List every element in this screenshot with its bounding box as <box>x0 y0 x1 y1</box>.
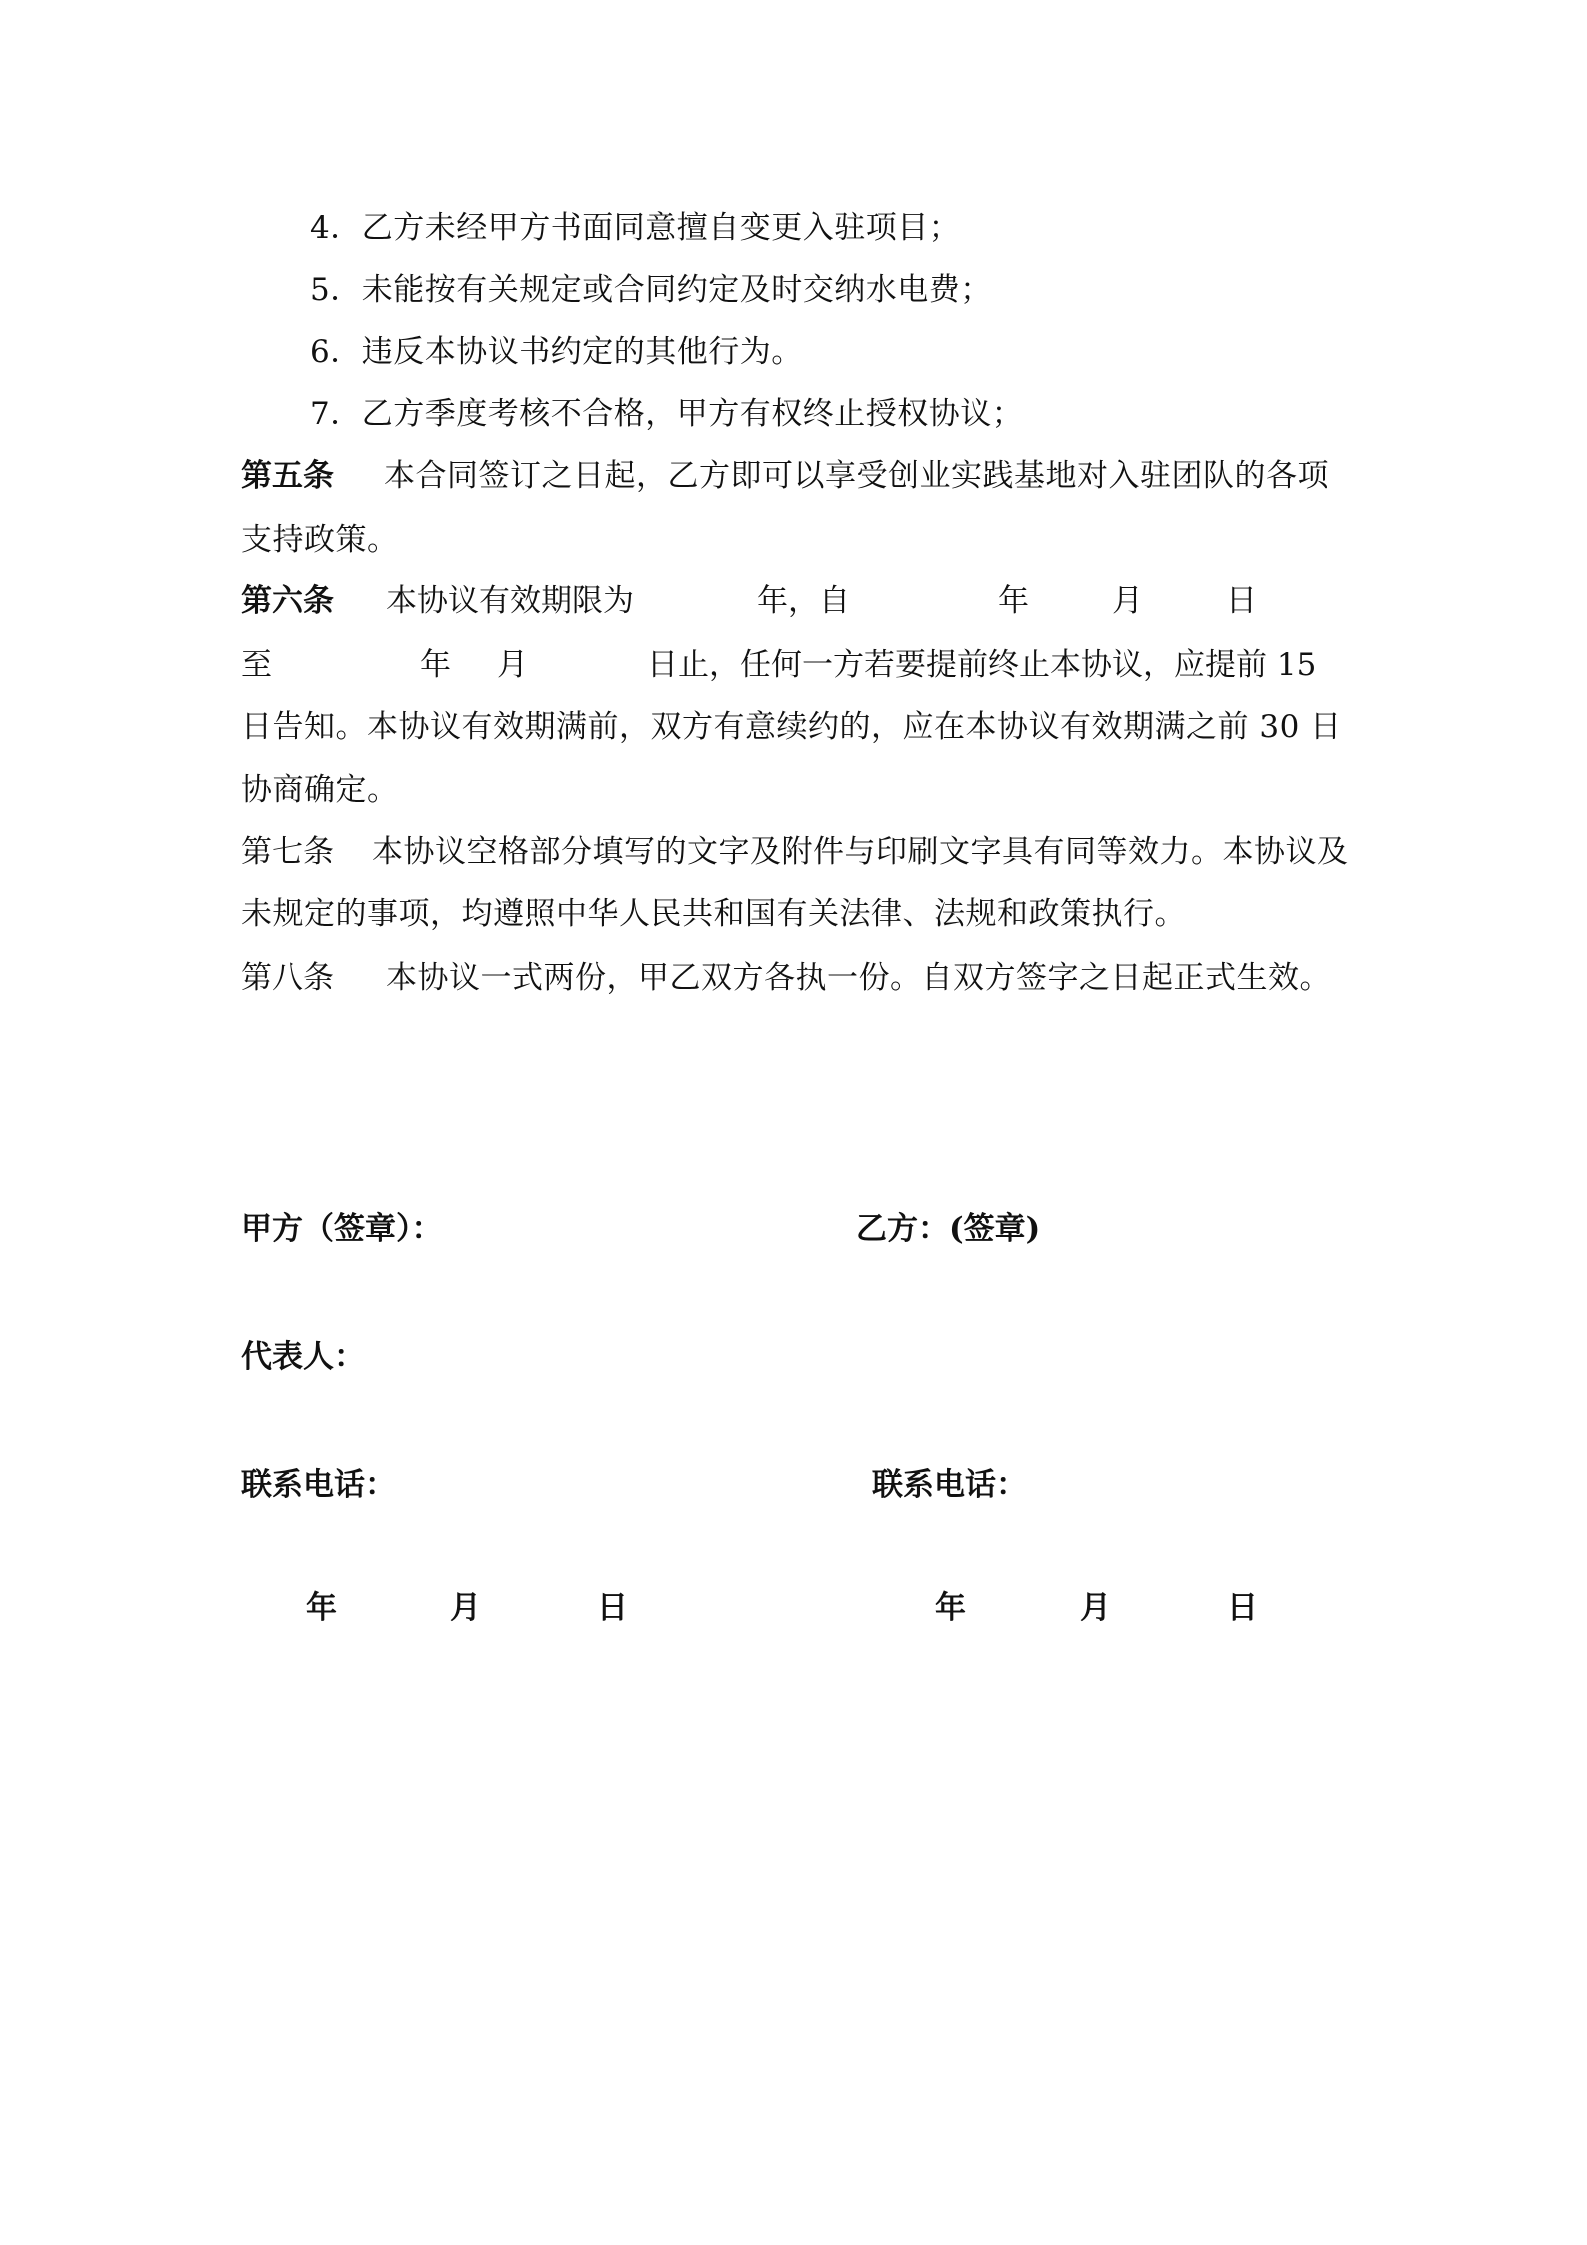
party-a-phone-label: 联系电话： <box>241 1467 396 1503</box>
item-4: 4．乙方未经甲方书面同意擅自变更入驻项目； <box>310 210 961 246</box>
party-b-signature-label: 乙方：(签章) <box>856 1211 1041 1247</box>
article6-term-years: 年，自 <box>757 583 850 619</box>
party-a-signature-label: 甲方（签章）： <box>241 1211 443 1247</box>
article6-text-line1: 本协议有效期限为 <box>386 583 634 619</box>
article6-end-year: 年 <box>420 647 451 683</box>
party-b-date-month: 月 <box>1080 1590 1111 1626</box>
article6-end-month: 月 <box>497 647 528 683</box>
party-a-date-day: 日 <box>597 1590 628 1626</box>
article5-text-line2: 支持政策。 <box>241 522 399 558</box>
article8-heading: 第八条 <box>241 960 334 996</box>
article6-text-line3: 日告知。本协议有效期满前，双方有意续约的，应在本协议有效期满之前 30 日 <box>241 709 1342 745</box>
article6-start-month: 月 <box>1112 583 1143 619</box>
article6-text-line2: 日止，任何一方若要提前终止本协议，应提前 15 <box>647 647 1317 683</box>
item-6: 6．违反本协议书约定的其他行为。 <box>310 334 803 370</box>
party-a-date-year: 年 <box>306 1590 337 1626</box>
party-b-phone-label: 联系电话： <box>872 1467 1027 1503</box>
party-a-date-month: 月 <box>450 1590 481 1626</box>
article5-text-line1: 本合同签订之日起，乙方即可以享受创业实践基地对入驻团队的各项 <box>384 458 1329 494</box>
article7-text-line1: 本协议空格部分填写的文字及附件与印刷文字具有同等效力。本协议及 <box>372 834 1349 870</box>
article6-to: 至 <box>241 647 272 683</box>
article6-start-year: 年 <box>998 583 1029 619</box>
article8-text-line1: 本协议一式两份，甲乙双方各执一份。自双方签字之日起正式生效。 <box>386 960 1331 996</box>
item-5: 5．未能按有关规定或合同约定及时交纳水电费； <box>310 272 992 308</box>
party-b-date-year: 年 <box>935 1590 966 1626</box>
party-b-date-day: 日 <box>1227 1590 1258 1626</box>
article7-heading: 第七条 <box>241 834 334 870</box>
article6-start-day: 日 <box>1226 583 1257 619</box>
article5-heading: 第五条 <box>241 458 334 494</box>
article6-text-line4: 协商确定。 <box>241 772 399 808</box>
article6-heading: 第六条 <box>241 583 334 619</box>
item-7: 7．乙方季度考核不合格，甲方有权终止授权协议； <box>310 396 1024 432</box>
representative-label: 代表人： <box>241 1339 365 1375</box>
article7-text-line2: 未规定的事项，均遵照中华人民共和国有关法律、法规和政策执行。 <box>241 896 1186 932</box>
